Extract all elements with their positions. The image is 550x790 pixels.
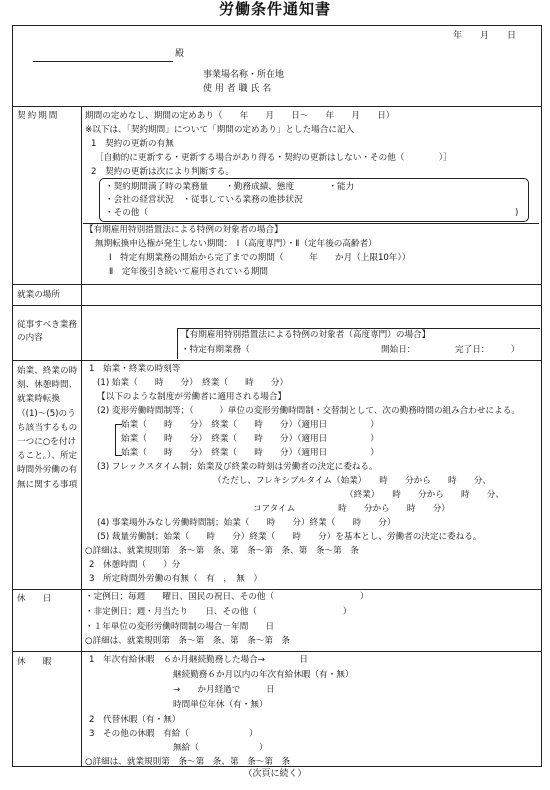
contract-line: 1 契約の更新の有無 [91, 139, 174, 149]
holidays-line: ・定例日；毎週 曜日、国民の祝日、その他（ ） [85, 592, 369, 602]
duties-label: 従事すべき業務の内容 [17, 320, 77, 344]
contract-line: ［自動的に更新する・更新する場合があり得る・契約の更新はしない・その他（ ）］ [95, 153, 452, 163]
hours-line: コアタイム 時 分から 時 分） [253, 504, 450, 514]
special-measures-line: 無期転換申込権が発生しない期間： Ⅰ（高度専門）・Ⅱ（定年後の高齢者） [95, 239, 377, 249]
holidays-line: ・１年単位の変形労働時間制の場合－年間 日 [85, 622, 275, 632]
special-measures-title: 【有期雇用特別措置法による特例の対象者の場合】 [85, 225, 283, 235]
contract-label: 契約期間 [17, 111, 60, 121]
leave-label: 休 暇 [17, 657, 52, 667]
hours-line: (3) フレックスタイム制；始業及び終業の時刻は労働者の決定に委ねる。 [97, 462, 378, 472]
leave-line: 2 代替休暇（有・無） [89, 715, 181, 725]
duties-start-date: 開始日： [381, 345, 416, 355]
divider [13, 360, 541, 361]
shift-line: 始業（ 時 分） 終業（ 時 分）（適用日 ） [121, 434, 379, 444]
special-measures-line: Ⅰ 特定有期業務の開始から完了までの期間（ 年 か月（上限10年）） [109, 253, 411, 263]
hours-line: (4) 事業場外みなし労働時間制；始業（ 時 分）終業（ 時 分） [97, 518, 396, 528]
employer-rep-label: 使 用 者 職 氏 名 [203, 84, 272, 94]
workplace-label: 就業の場所 [17, 290, 60, 300]
renewal-criteria-close: ) [515, 208, 519, 218]
holidays-label: 休 日 [17, 594, 52, 604]
leave-line: 時間単位年休（有・無） [173, 700, 268, 710]
hours-detail-line: ○詳細は、就業規則第 条～第 条、第 条～第 条、第 条～第 条 [85, 546, 359, 556]
hours-line: 【以下のような制度が労働者に適用される場合】 [97, 392, 287, 402]
continued-note: （次頁に続く） [243, 769, 307, 779]
contract-line: 期間の定めなし、期間の定めあり（ 年 月 日～ 年 月 日） [85, 111, 395, 121]
hours-line: 3 所定時間外労働の有無（ 有 ， 無 ） [89, 574, 263, 584]
renewal-criteria: ・会社の経営状況 ・従事している業務の進捗状況 [105, 195, 303, 205]
shift-line: 始業（ 時 分） 終業（ 時 分）（適用日 ） [121, 448, 379, 458]
hours-line: （終業） 時 分から 時 分、 [345, 490, 504, 500]
hours-line: 2 休憩時間（ ）分 [89, 560, 181, 570]
renewal-criteria: ・契約期間満了時の業務量 ・勤務成績、態度 ・能力 [105, 182, 355, 192]
holidays-line: ○詳細は、就業規則第 条～第 条、第 条～第 条 [85, 636, 291, 646]
duties-special-item: ・特定有期業務（ [181, 345, 250, 355]
special-measures-line: Ⅱ 定年後引き続いて雇用されている期間 [109, 267, 268, 277]
hours-line: 1 始業・終業の時刻等 [89, 364, 181, 374]
leave-line: 無給（ ） [173, 743, 268, 753]
hours-line: (2) 変形労働時間制等；（ ）単位の変形労働時間制・交替制として、次の勤務時間の組み合わせによる。 [97, 406, 520, 416]
leave-line: 1 年次有給休暇 ６か月継続勤務した場合→ 日 [89, 655, 308, 665]
hours-line: （ただし、フレキシブルタイム（始業） 時 分から 時 分、 [213, 476, 492, 486]
addressee-underline [33, 50, 173, 62]
hours-label: 始業、終業の時刻、休憩時間、就業時転換（(1)～(5)のうち該当するもの一つに○を付けること。）、所定時間外労働の有無に関する事項 [17, 366, 78, 490]
form-frame [12, 25, 542, 767]
divider [13, 284, 541, 285]
addressee-suffix: 殿 [175, 49, 185, 59]
holidays-line: ・非定例日；週・月当たり 日、その他（ ） [85, 607, 352, 617]
duties-special-title: 【有期雇用特別措置法による特例の対象者（高度専門）の場合】 [181, 330, 431, 340]
hours-line: (5) 裁量労働制；始業（ 時 分）終業（ 時 分）を基本とし、労働者の決定に委ねる。 [97, 532, 482, 542]
leave-line: 3 その他の休暇 有給（ ） [89, 729, 258, 739]
leave-line: → か月経過で 日 [173, 685, 275, 695]
divider [13, 305, 541, 306]
leave-line: 継続勤務６か月以内の年次有給休暇（有・無） [173, 670, 354, 680]
divider [13, 651, 541, 652]
date-line: 年 月 日 [453, 31, 517, 41]
contract-line: ※以下は、「契約期間」について「期間の定めあり」とした場合に記入 [85, 125, 355, 135]
employer-name-label: 事業場名称・所在地 [203, 70, 285, 80]
divider [13, 106, 541, 107]
document-title: 労働条件通知書 [218, 0, 331, 18]
renewal-criteria: ・その他（ [105, 208, 148, 218]
contract-line: 2 契約の更新は次により判断する。 [91, 167, 234, 177]
leave-detail-line: ○詳細は、就業規則第 条～第 条、第 条～第 条 [85, 757, 291, 767]
divider [13, 589, 541, 590]
duties-end-date: 完了日： ） [455, 345, 520, 355]
hours-line: (1) 始業（ 時 分） 終業（ 時 分） [97, 378, 289, 388]
label-column-divider [81, 106, 82, 766]
shift-line: 始業（ 時 分） 終業（ 時 分）（適用日 ） [121, 420, 379, 430]
